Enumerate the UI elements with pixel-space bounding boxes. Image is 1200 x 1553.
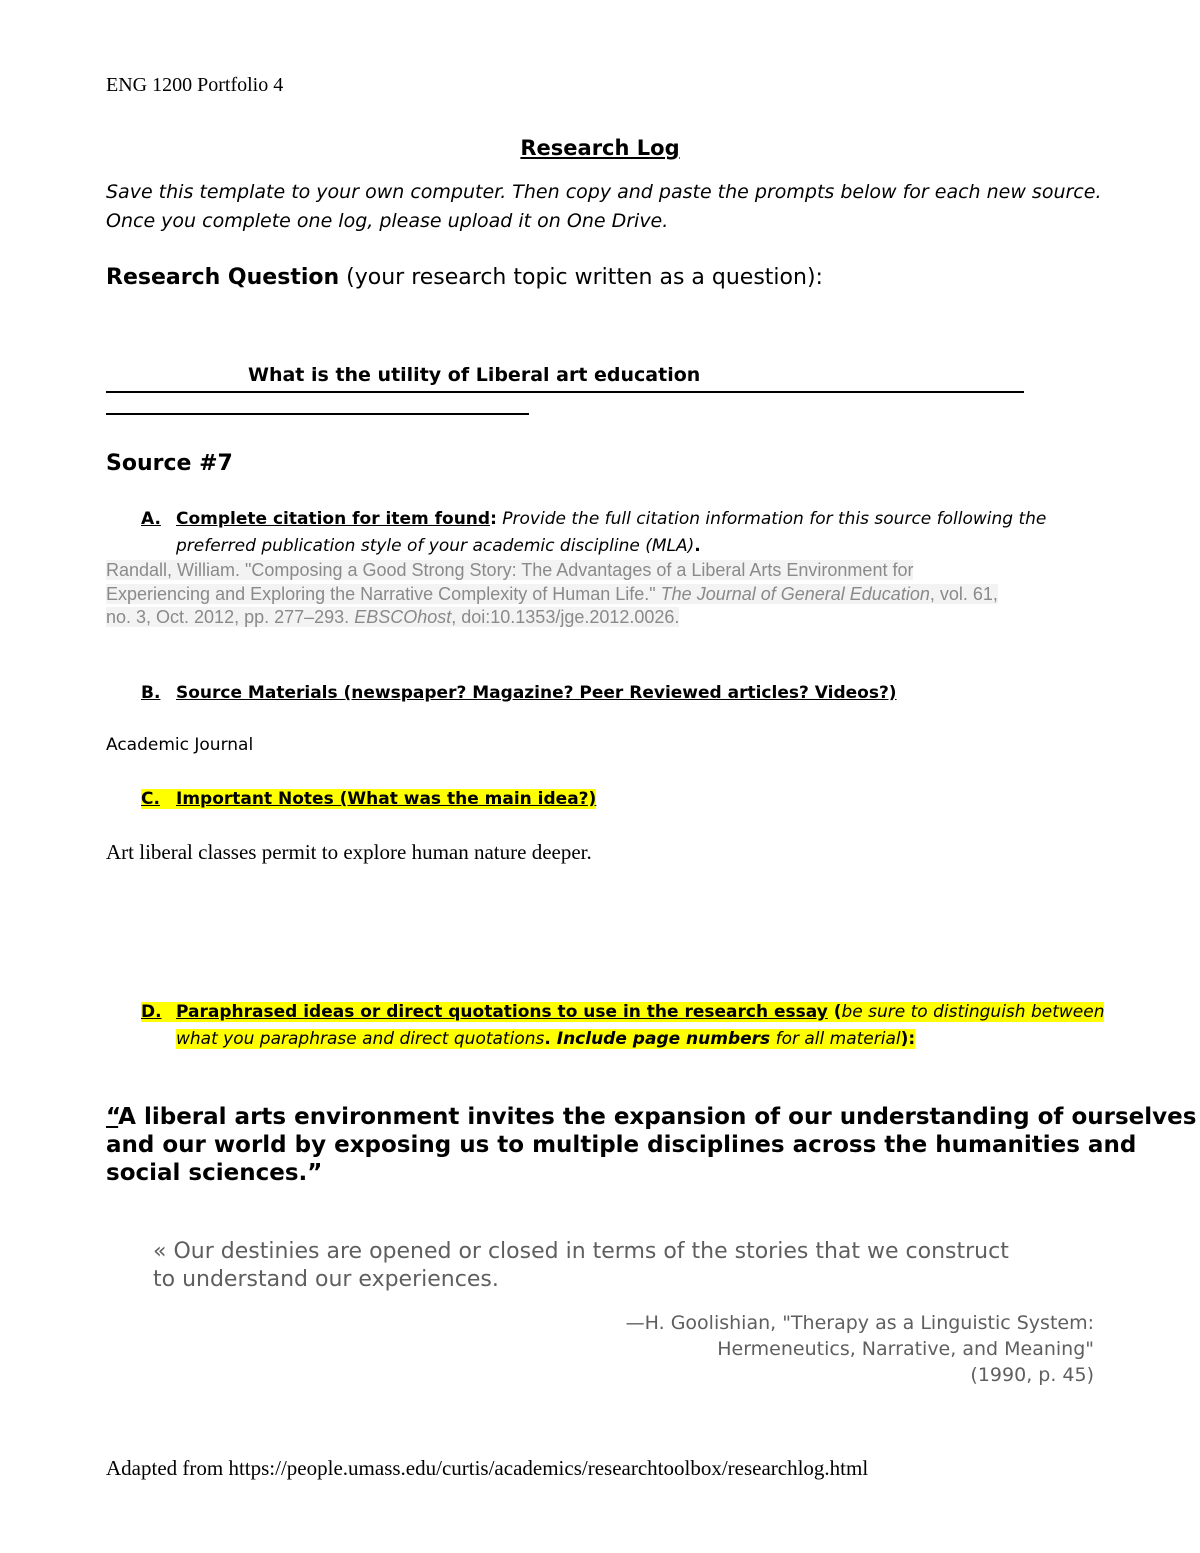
citation-doi: , doi:10.1353/jge.2012.0026. — [451, 607, 680, 627]
section-d-sep: . — [544, 1029, 557, 1049]
section-d-prompt-line-2 — [176, 1029, 915, 1049]
attribution-line-2: (1990, p. 45) — [970, 1364, 1094, 1386]
section-a-prompt-end: . — [694, 536, 701, 556]
quote-line-2: and our world by exposing us to multiple disciplines across the humanities and — [106, 1132, 1137, 1158]
section-b-heading — [141, 683, 897, 703]
document-header: ENG 1200 Portfolio 4 — [106, 74, 284, 96]
research-question-label — [106, 265, 823, 290]
quote-open-mark: “ — [106, 1104, 119, 1130]
epigraph-quote — [153, 1238, 1009, 1294]
citation-line-2-end: , vol. 61, — [929, 583, 998, 604]
epigraph-line-1: « Our destinies are opened or closed in terms of the stories that we construct — [153, 1239, 1009, 1264]
section-b-letter: B. — [141, 683, 161, 703]
source-material-value: Academic Journal — [106, 735, 254, 755]
research-question-hint: (your research topic written as a question): — [339, 265, 823, 290]
quote-line-1: A liberal arts environment invites the expansion of our understanding of ourselves — [118, 1104, 1197, 1130]
important-note: Art liberal classes permit to explore human nature deeper. — [106, 840, 592, 864]
section-a-colon: : — [490, 509, 497, 529]
research-question-answer: What is the utility of Liberal art education — [248, 364, 701, 386]
section-d-end: ): — [900, 1029, 916, 1049]
citation-database: EBSCOhost — [354, 607, 452, 627]
section-c-heading — [141, 789, 596, 809]
epigraph-attribution — [600, 1310, 1094, 1388]
section-d-prompt-4: for all material — [770, 1029, 901, 1049]
section-a-prompt-line-2 — [176, 536, 701, 556]
answer-underline-2 — [106, 413, 529, 415]
section-c-title: Important Notes (What was the main idea?) — [176, 789, 597, 809]
instructions-line-2: Once you complete one log, please upload it on One Drive. — [106, 210, 669, 232]
footer-source: Adapted from https://people.umass.edu/curtis/academics/researchtoolbox/researchlog.html — [106, 1456, 869, 1480]
section-b-title: Source Materials (newspaper? Magazine? Peer Reviewed articles? Videos?) — [176, 683, 897, 703]
citation-line-1: Randall, William. "Composing a Good Strong Story: The Advantages of a Liberal Arts Environment for — [106, 560, 914, 580]
section-d-heading — [141, 1002, 1104, 1022]
page-title: Research Log — [520, 136, 680, 160]
section-d-title: Paraphrased ideas or direct quotations to use in the research essay — [176, 1002, 828, 1022]
citation-line-2-text: Experiencing and Exploring the Narrative Complexity of Human Life." — [106, 583, 661, 604]
attribution-line-1: —H. Goolishian, "Therapy as a Linguistic System: Hermeneutics, Narrative, and Meaning" — [625, 1312, 1094, 1360]
research-question-title: Research Question — [106, 265, 340, 290]
section-a-title: Complete citation for item found — [176, 509, 491, 529]
source-heading: Source #7 — [106, 451, 233, 476]
quote-line-3: social sciences.” — [106, 1160, 323, 1186]
epigraph-line-2: to understand our experiences. — [153, 1267, 499, 1292]
citation-block — [106, 559, 998, 630]
section-c-letter: C. — [141, 789, 160, 809]
instructions — [106, 178, 1106, 236]
direct-quote — [106, 1103, 1196, 1187]
citation-line-3-text: no. 3, Oct. 2012, pp. 277–293. — [106, 607, 355, 627]
section-a-heading — [141, 509, 1046, 529]
section-d-paren: ( — [827, 1002, 842, 1022]
section-d-prompt-3: Include page numbers — [556, 1029, 771, 1049]
section-d-prompt-2: what you paraphrase and direct quotations — [176, 1029, 545, 1049]
section-a-prompt-1: Provide the full citation information for this source following the — [496, 509, 1047, 529]
section-a-prompt-2: preferred publication style of your academic discipline (MLA) — [176, 536, 695, 556]
instructions-line-1: Save this template to your own computer. Then copy and paste the prompts below for each new source. — [106, 181, 1102, 203]
section-d-prompt-1: be sure to distinguish between — [841, 1002, 1105, 1022]
section-a-letter: A. — [141, 509, 161, 529]
section-d-letter: D. — [141, 1002, 162, 1022]
citation-journal: The Journal of General Education — [660, 583, 930, 604]
